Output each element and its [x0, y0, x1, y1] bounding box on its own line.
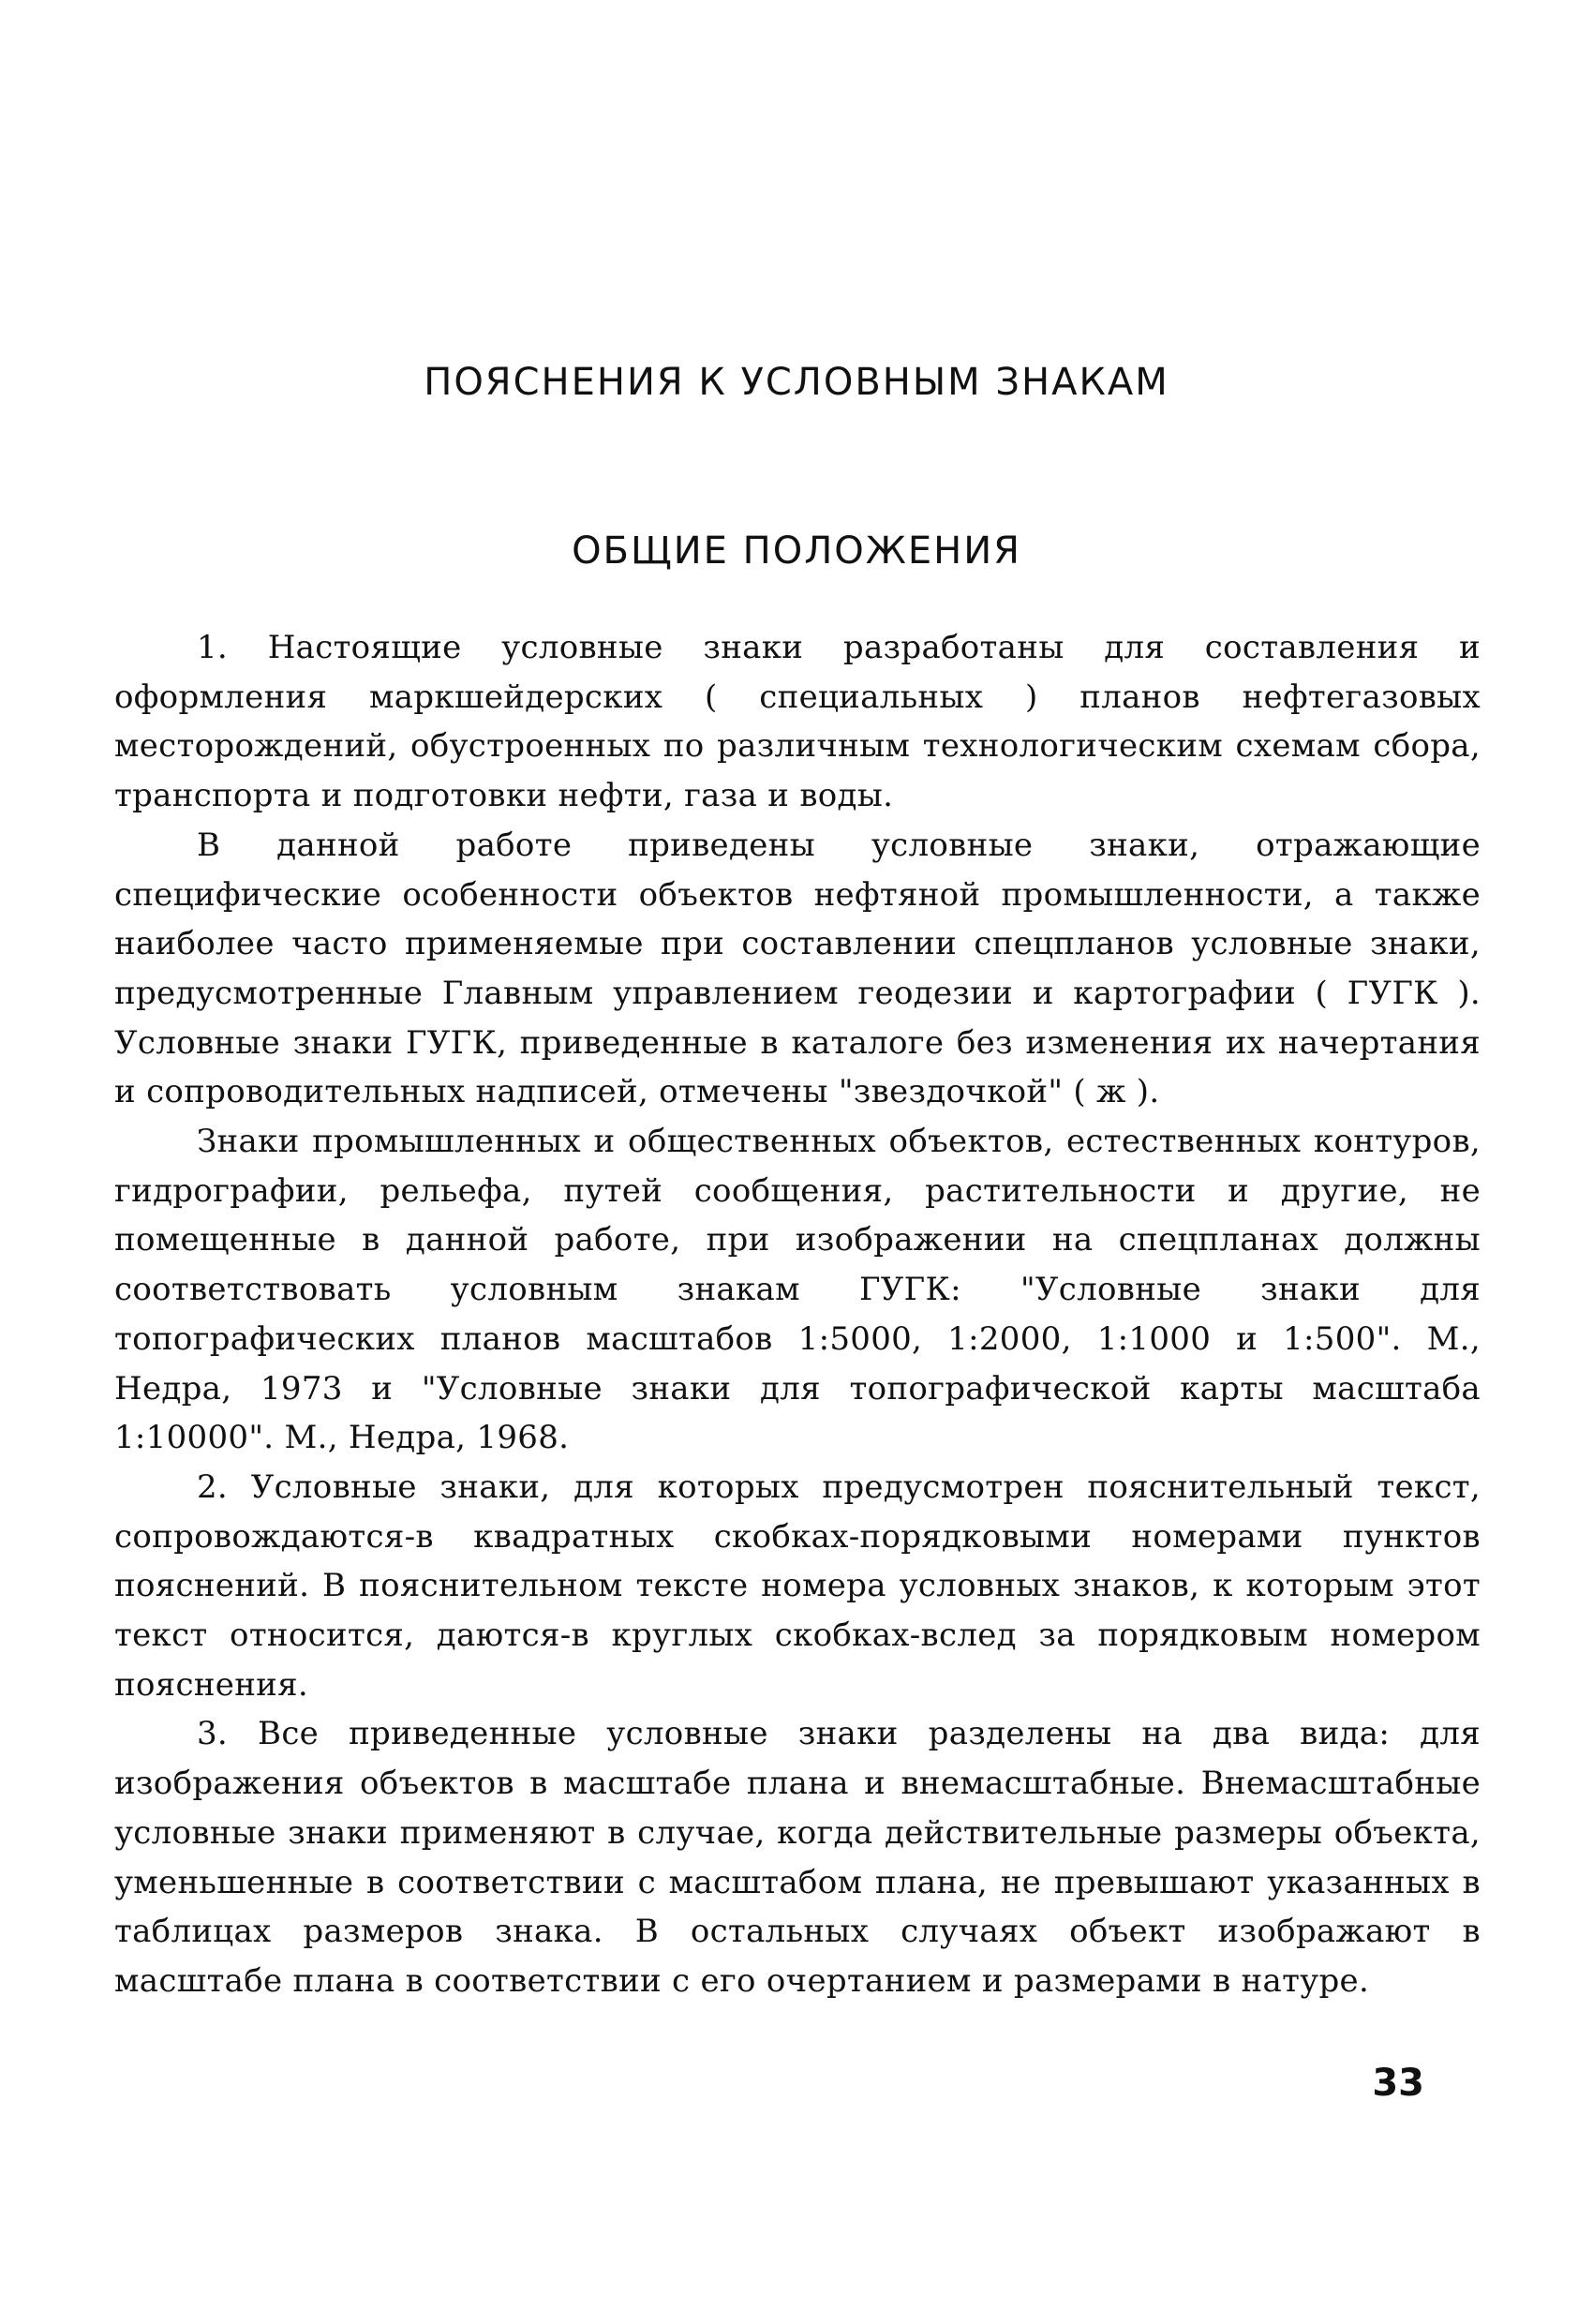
body-text	[114, 623, 1481, 2006]
page-number: 33	[1372, 2062, 1424, 2105]
section-title: ОБЩИЕ ПОЛОЖЕНИЯ	[572, 529, 1021, 573]
paragraph-5: 3. Все приведенные условные знаки разделены на два вида: для изображения объектов в масштабе плана и внемасштабные. Внемасштабные условные знаки применяют в случае, когда действительные размеры объекта, уменьшенные в соответствии с масштабом плана, не превышают указанных в таблицах размеров знака. В остальных случаях объект изображают в масштабе плана в соответствии с его очертанием и размерами в натуре.	[114, 1715, 1481, 2000]
paragraph-4: 2. Условные знаки, для которых предусмотрен пояснительный текст, сопровождаются-в квадратных скобках-порядковыми номерами пунктов пояснений. В пояснительном тексте номера условных знаков, к которым этот текст относится, даются-в круглых скобках-вслед за порядковым номером пояснения.	[114, 1467, 1481, 1704]
paragraph-1: 1. Настоящие условные знаки разработаны для составления и оформления маркшейдерских ( специальных ) планов нефтегазовых месторождений, обустроенных по различным технологическим схемам сбора, транспорта и подготовки нефти, газа и воды.	[114, 629, 1481, 815]
page-title: ПОЯСНЕНИЯ К УСЛОВНЫМ ЗНАКАМ	[424, 361, 1169, 404]
paragraph-2: В данной работе приведены условные знаки, отражающие специфические особенности объектов нефтяной промышленности, а также наиболее часто применяемые при составлении спецпланов условные знаки, предусмотренные Главным управлением геодезии и картографии ( ГУГК ). Условные знаки ГУГК, приведенные в каталоге без изменения их начертания и сопроводительных надписей, отмечены "звездочкой" ( ж ).	[114, 826, 1481, 1111]
paragraph-3: Знаки промышленных и общественных объектов, естественных контуров, гидрографии, рельефа, путей сообщения, растительности и другие, не помещенные в данной работе, при изображении на спецпланах должны соответствовать условным знакам ГУГК: "Условные знаки для топографических планов масштабов 1:5000, 1:2000, 1:1000 и 1:500". М., Недра, 1973 и "Условные знаки для топографической карты масштаба 1:10000". М., Недра, 1968.	[114, 1123, 1481, 1457]
